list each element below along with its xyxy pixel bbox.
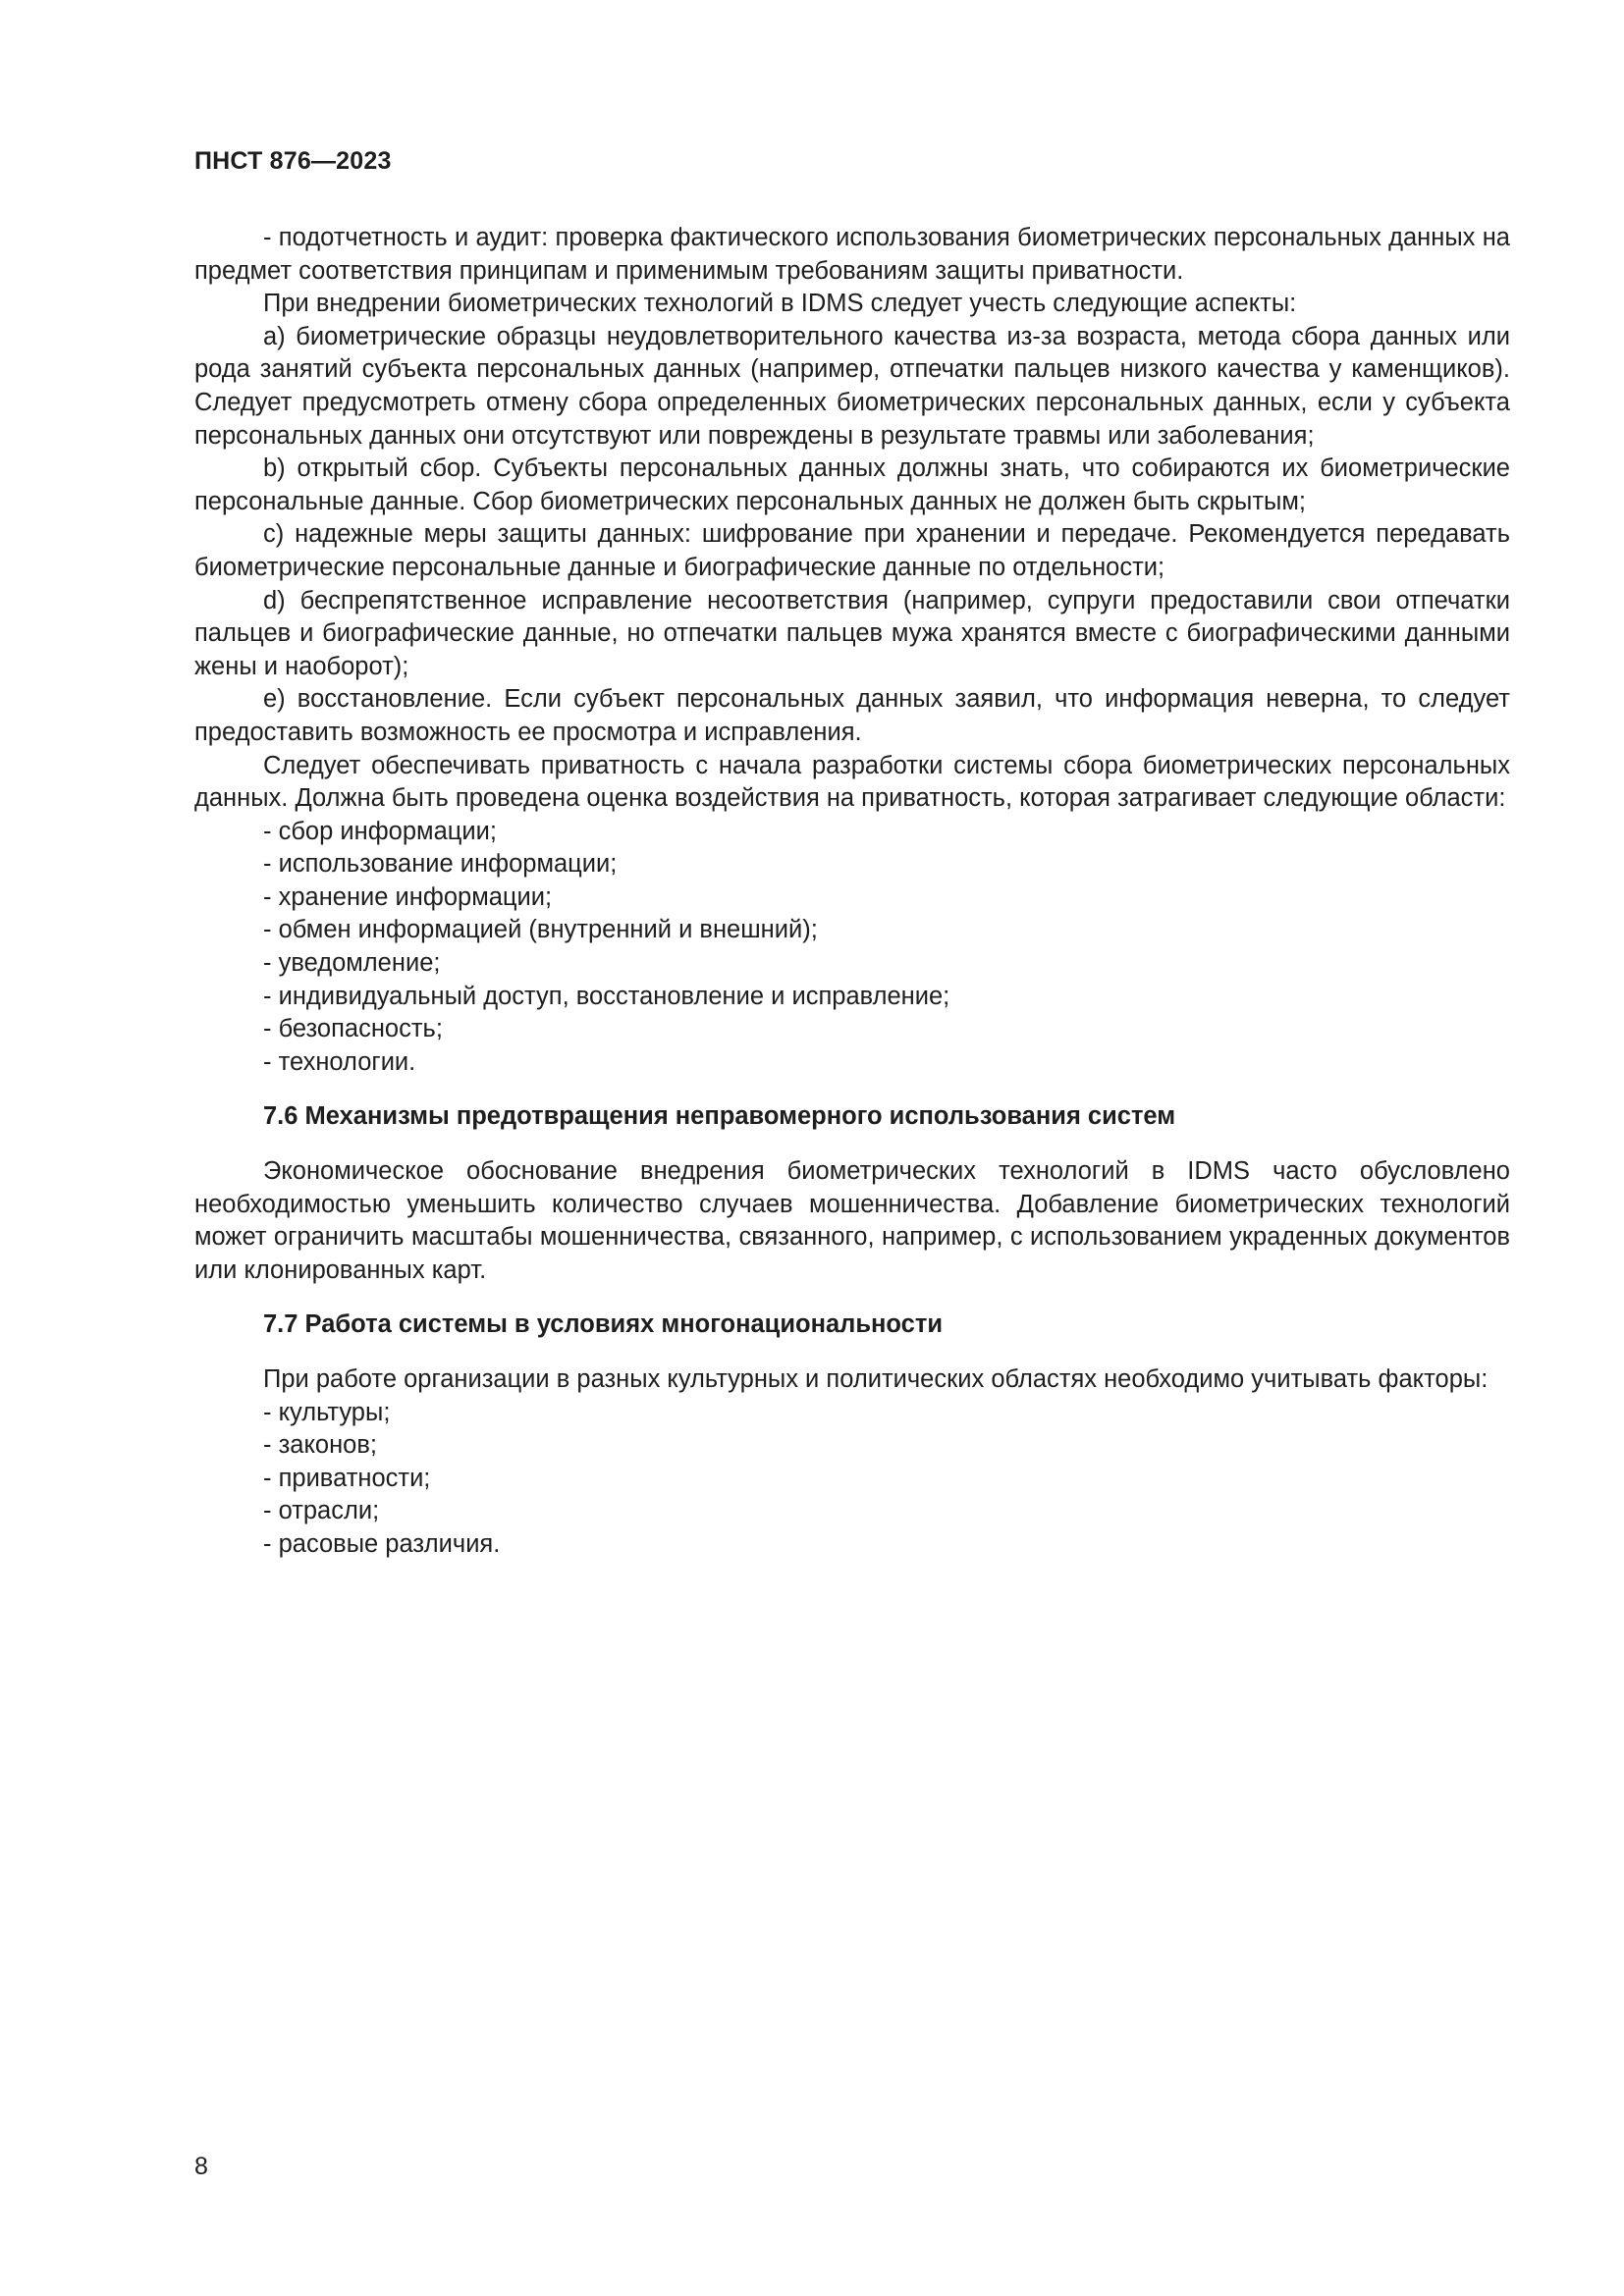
paragraph-privacy-design: Следует обеспечивать приватность с начала разработки системы сбора биометрических персональных данных. Должна быть проведена оценка воздействия на приватность, которая затрагивает следующие области: [194, 751, 1510, 813]
factors-list [194, 1397, 1510, 1562]
privacy-areas-list [194, 816, 1510, 1080]
document-body [194, 222, 1510, 1562]
paragraph-aspects-intro: При внедрении биометрических технологий в IDMS следует учесть следующие аспекты: [263, 290, 1297, 318]
list-item: - расовые различия. [263, 1529, 501, 1558]
list-item: - индивидуальный доступ, восстановление и исправление; [263, 982, 950, 1010]
list-item: - технологии. [263, 1047, 416, 1076]
paragraph-item-e: e) восстановление. Если субъект персональных данных заявил, что информация неверна, то следует предоставить возможность ее просмотра и исправления. [194, 685, 1510, 746]
paragraph-section-7-7: При работе организации в разных культурных и политических областях необходимо учитывать факторы: [263, 1365, 1489, 1393]
paragraph-item-a: a) биометрические образцы неудовлетворительного качества из-за возраста, метода сбора данных или рода занятий субъекта персональных данных (например, отпечатки пальцев низкого качества у каменщиков). Следует предусмотреть отмену сбора определенных биометрических персональных данных, если у субъекта персональных данных они отсутствуют или повреждены в результате травмы или заболевания; [194, 322, 1510, 450]
document-id-header: ПНСТ 876—2023 [194, 147, 392, 175]
list-item: - отрасли; [263, 1497, 380, 1525]
section-heading-7-6: 7.6 Механизмы предотвращения неправомерного использования систем [263, 1102, 1176, 1131]
list-item: - сбор информации; [263, 817, 497, 845]
list-item: - уведомление; [263, 949, 441, 978]
list-item: - обмен информацией (внутренний и внешний); [263, 916, 818, 944]
list-item: - использование информации; [263, 850, 618, 879]
paragraph-item-d: d) беспрепятственное исправление несоответствия (например, супруги предоставили свои отпечатки пальцев и биографические данные, но отпечатки пальцев мужа хранятся вместе с биографическими данными жены и наоборот); [194, 586, 1510, 680]
list-item: - безопасность; [263, 1015, 443, 1043]
list-item: - законов; [263, 1431, 377, 1460]
list-item: - хранение информации; [263, 882, 553, 911]
list-item: - приватности; [263, 1464, 431, 1492]
paragraph-item-c: c) надежные меры защиты данных: шифрование при хранении и передаче. Рекомендуется передавать биометрические персональные данные и биографические данные по отдельности; [194, 520, 1510, 581]
section-heading-7-7: 7.7 Работа системы в условиях многонациональности [263, 1310, 944, 1339]
list-item: - культуры; [263, 1398, 391, 1426]
paragraph-section-7-6: Экономическое обоснование внедрения биометрических технологий в IDMS часто обусловлено необходимостью уменьшить количество случаев мошенничества. Добавление биометрических технологий может ограничить масштабы мошенничества, связанного, например, с использованием украденных документов или клонированных карт. [194, 1157, 1510, 1284]
paragraph-accountability: - подотчетность и аудит: проверка фактического использования биометрических персональных данных на предмет соответствия принципам и применимым требованиям защиты приватности. [194, 224, 1510, 285]
page-number: 8 [194, 2153, 208, 2180]
paragraph-item-b: b) открытый сбор. Субъекты персональных данных должны знать, что собираются их биометрические персональные данные. Сбор биометрических персональных данных не должен быть скрытым; [194, 454, 1510, 515]
